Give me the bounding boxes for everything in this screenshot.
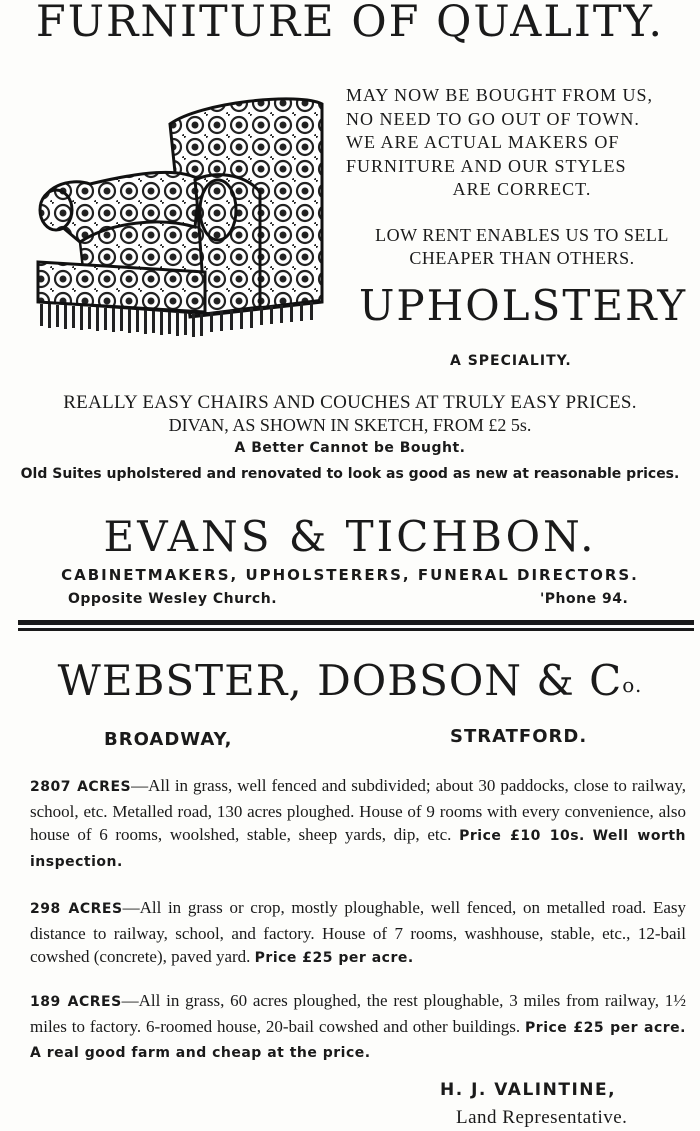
webster-dobson-name xyxy=(0,656,700,706)
lot-price: Price £25 per acre. xyxy=(525,1019,687,1036)
lot-desc: —All in grass or crop, mostly ploughable, well fenced, on metalled road. Easy distance to railway, school, and factory. House of 7 rooms, washhouse, stable, etc., 12-bail cowshed (concrete), paved yard. xyxy=(30,898,687,966)
intro-line: MAY NOW BE BOUGHT FROM US, xyxy=(346,85,654,105)
webster-firm-sup: o. xyxy=(622,673,643,697)
lot-acres: 189 ACRES xyxy=(30,994,122,1010)
easy-chairs-line: REALLY EASY CHAIRS AND COUCHES AT TRULY EASY PRICES. xyxy=(63,392,637,413)
suites-line: Old Suites upholstered and renovated to look as good as new at reasonable prices. xyxy=(20,466,680,482)
trades-line: CABINETMAKERS, UPHOLSTERERS, FUNERAL DIRECTORS. xyxy=(61,566,639,584)
divider-thick xyxy=(18,620,694,625)
speciality-text: A SPECIALITY. xyxy=(450,353,572,369)
broadway-text: BROADWAY, xyxy=(104,729,233,750)
intro-line: WE ARE ACTUAL MAKERS OF xyxy=(346,132,620,152)
upholstery-heading: UPHOLSTERY xyxy=(358,281,688,330)
armchair-sketch-icon xyxy=(30,92,330,340)
rent-text xyxy=(346,224,698,270)
furniture-headline: FURNITURE OF QUALITY. xyxy=(35,0,665,47)
location-text: Opposite Wesley Church. xyxy=(68,591,278,607)
webster-firm: WEBSTER, DOBSON & C xyxy=(57,656,623,705)
intro-line: NO NEED TO GO OUT OF TOWN. xyxy=(346,108,640,129)
rent-line: CHEAPER THAN OTHERS. xyxy=(409,248,635,268)
lot-listing xyxy=(30,774,686,874)
evans-tichbon-name: EVANS & TICHBON. xyxy=(103,512,597,561)
divider-thin xyxy=(18,628,694,631)
lot-listing xyxy=(30,896,686,971)
divan-line: DIVAN, AS SHOWN IN SKETCH, FROM £2 5s. xyxy=(168,415,532,435)
lot-note: Well worth inspection. xyxy=(30,828,687,870)
lot-acres: 2807 ACRES xyxy=(30,779,132,795)
phone-text: 'Phone 94. xyxy=(540,591,629,607)
intro-line: ARE CORRECT. xyxy=(452,179,592,199)
lot-note: A real good farm and cheap at the price. xyxy=(30,1045,371,1061)
rent-line: LOW RENT ENABLES US TO SELL xyxy=(375,225,669,245)
agent-name: H. J. VALINTINE, xyxy=(440,1080,617,1100)
lot-desc: —All in grass, 60 acres ploughed, the rest ploughable, 3 miles from railway, 1½ miles to factory. 6-roomed house, 20-bail cowshed and other buildings. xyxy=(30,991,686,1036)
agent-title: Land Representative. xyxy=(456,1107,628,1128)
lot-price: Price £25 per acre. xyxy=(254,950,414,966)
intro-line: FURNITURE AND OUR STYLES xyxy=(346,155,627,176)
better-line: A Better Cannot be Bought. xyxy=(234,440,466,456)
lot-listing xyxy=(30,989,686,1066)
lot-acres: 298 ACRES xyxy=(30,901,123,917)
intro-text xyxy=(346,84,698,202)
lot-desc: —All in grass, well fenced and subdivided; about 30 paddocks, close to railway, school, etc. Metalled road, 130 acres ploughed. House of 9 rooms with every convenience, also house of 6 rooms, woolshed, stable, sheep yards, dip, etc. xyxy=(30,776,686,844)
lot-price: Price £10 10s. xyxy=(459,828,585,844)
stratford-text: STRATFORD. xyxy=(450,726,588,747)
